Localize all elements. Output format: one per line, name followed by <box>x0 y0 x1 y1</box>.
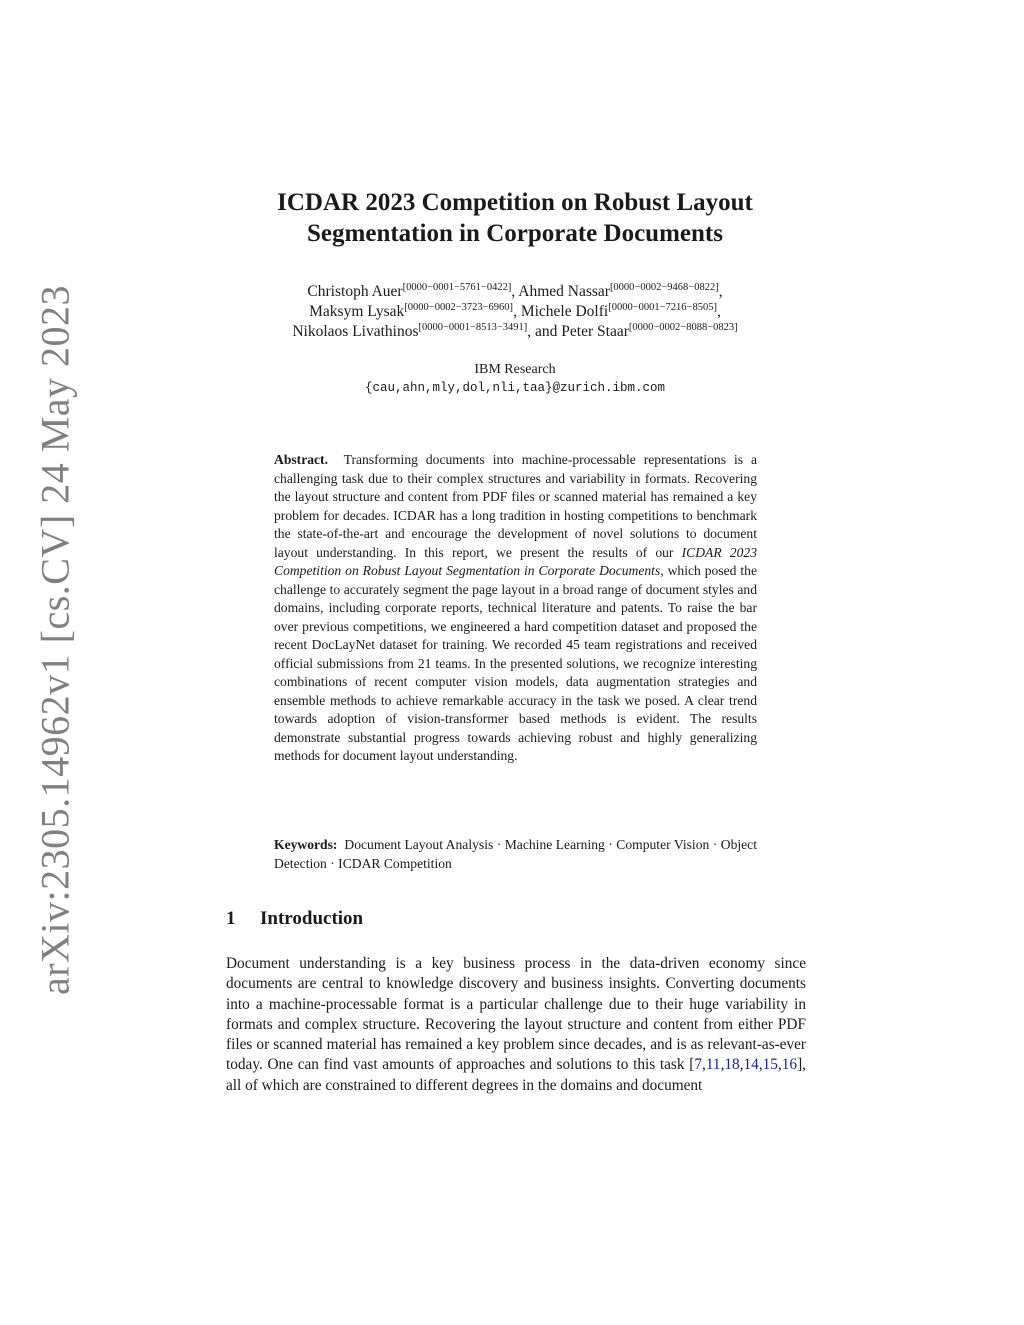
paper-title <box>200 187 830 249</box>
section-title: Introduction <box>260 908 364 929</box>
keywords-label: Keywords: <box>274 837 338 852</box>
abstract <box>274 451 757 766</box>
section-number: 1 <box>226 908 236 929</box>
orcid-id: [0000−0001−7216−8505] <box>608 302 717 313</box>
intro-text-cont: , all of which are constrained to different degrees in the domains and document <box>226 1056 806 1094</box>
orcid-id: [0000−0002−9468−0822] <box>609 282 719 293</box>
orcid-id: [0000−0002−8088−0823] <box>628 322 738 333</box>
title-line-1: ICDAR 2023 Competition on Robust Layout <box>277 189 753 216</box>
email-address[interactable]: {cau,ahn,mly,dol,nli,taa}@zurich.ibm.com <box>364 381 666 395</box>
affiliation: IBM Research <box>474 362 556 377</box>
citation-link[interactable]: 18 <box>724 1056 740 1074</box>
author-name: Michele Dolfi <box>520 303 609 320</box>
author-line-3: Nikolaos Livathinos[0000−0001−8513−3491], and Peter Staar[0000−0002−8088−0823] <box>292 322 738 340</box>
citation-link[interactable]: 15 <box>762 1056 778 1074</box>
abstract-label: Abstract. <box>274 452 328 467</box>
keywords-text: Document Layout Analysis · Machine Learning · Computer Vision · Object Detection · ICDAR Competition <box>274 837 757 871</box>
abstract-text-cont: , which posed the challenge to accurately segment the page layout in a broad range of document styles and domains, including corporate reports, technical literature and patents. To raise the bar over previous competitions, we engineered a hard competition dataset and proposed the recent DocLayNet dataset for training. We recorded 45 team registrations and received official submissions from 21 teams. In the presented solutions, we recognize interesting combinations of recent computer vision models, data augmentation strategies and ensemble methods to achieve remarkable accuracy in the task we posed. A clear trend towards adoption of vision-transformer based methods is evident. The results demonstrate substantial progress towards achieving robust and highly generalizing methods for document layout understanding. <box>274 563 757 763</box>
abstract-text: Transforming documents into machine-processable representations is a challenging task due to their complex structures and variability in formats. Recovering the layout structure and content from PDF files or scanned material has remained a key problem for decades. ICDAR has a long tradition in hosting competitions to benchmark the state-of-the-art and encourage the development of novel solutions to document layout understanding. In this report, we present the results of our <box>274 452 757 560</box>
intro-paragraph: Document understanding is a key business process in the data-driven economy since documents are central to knowledge discovery and business insights. Converting documents into a machine-processable format is a particular challenge due to their huge variability in formats and complex structure. Recovering the layout structure and content from either PDF files or scanned material has remained a key problem since decades, and is as relevant-as-ever today. One can find vast amounts of approaches and solutions to this task [7,11,18,14,15,16], all of which are constrained to different degrees in the domains and document <box>226 955 806 1094</box>
author-line-1: Christoph Auer[0000−0001−5761−0422], Ahmed Nassar[0000−0002−9468−0822], <box>307 282 723 300</box>
author-list <box>160 282 870 342</box>
keywords <box>274 836 757 873</box>
competition-name: ICDAR 2023 Competition on Robust Layout Segmentation in Corporate Documents <box>274 544 757 578</box>
arxiv-side-stamp: arXiv:2305.14962v1 [cs.CV] 24 May 2023 <box>32 284 78 996</box>
orcid-id: [0000−0002−3723−6960] <box>404 302 514 313</box>
section-heading <box>226 908 363 930</box>
citation-link[interactable]: 16 <box>781 1056 798 1074</box>
orcid-id: [0000−0001−5761−0422] <box>402 282 512 293</box>
author-name: Peter Staar <box>561 323 629 340</box>
title-line-2: Segmentation in Corporate Documents <box>307 220 723 247</box>
citation-link[interactable]: 7 <box>694 1056 702 1074</box>
intro-text: Document understanding is a key business process in the data-driven economy since documents are central to knowledge discovery and business insights. Converting documents into a machine-processable format is a particular challenge due to their huge variability in formats and complex structure. Recovering the layout structure and content from either PDF files or scanned material has remained a key problem since decades, and is as relevant-as-ever today. One can find vast amounts of approaches and solutions to this task <box>226 955 806 1074</box>
orcid-id: [0000−0001−8513−3491] <box>418 322 528 333</box>
citation-link[interactable]: 11 <box>705 1056 721 1074</box>
author-name: Nikolaos Livathinos <box>292 323 419 340</box>
author-line-2: Maksym Lysak[0000−0002−3723−6960], Michele Dolfi[0000−0001−7216−8505], <box>309 302 721 320</box>
citation-link[interactable]: 14 <box>743 1056 759 1074</box>
author-name: Ahmed Nassar <box>518 283 610 300</box>
affiliation-block <box>300 360 730 398</box>
author-name: Christoph Auer <box>307 283 403 300</box>
author-name: Maksym Lysak <box>309 303 405 320</box>
